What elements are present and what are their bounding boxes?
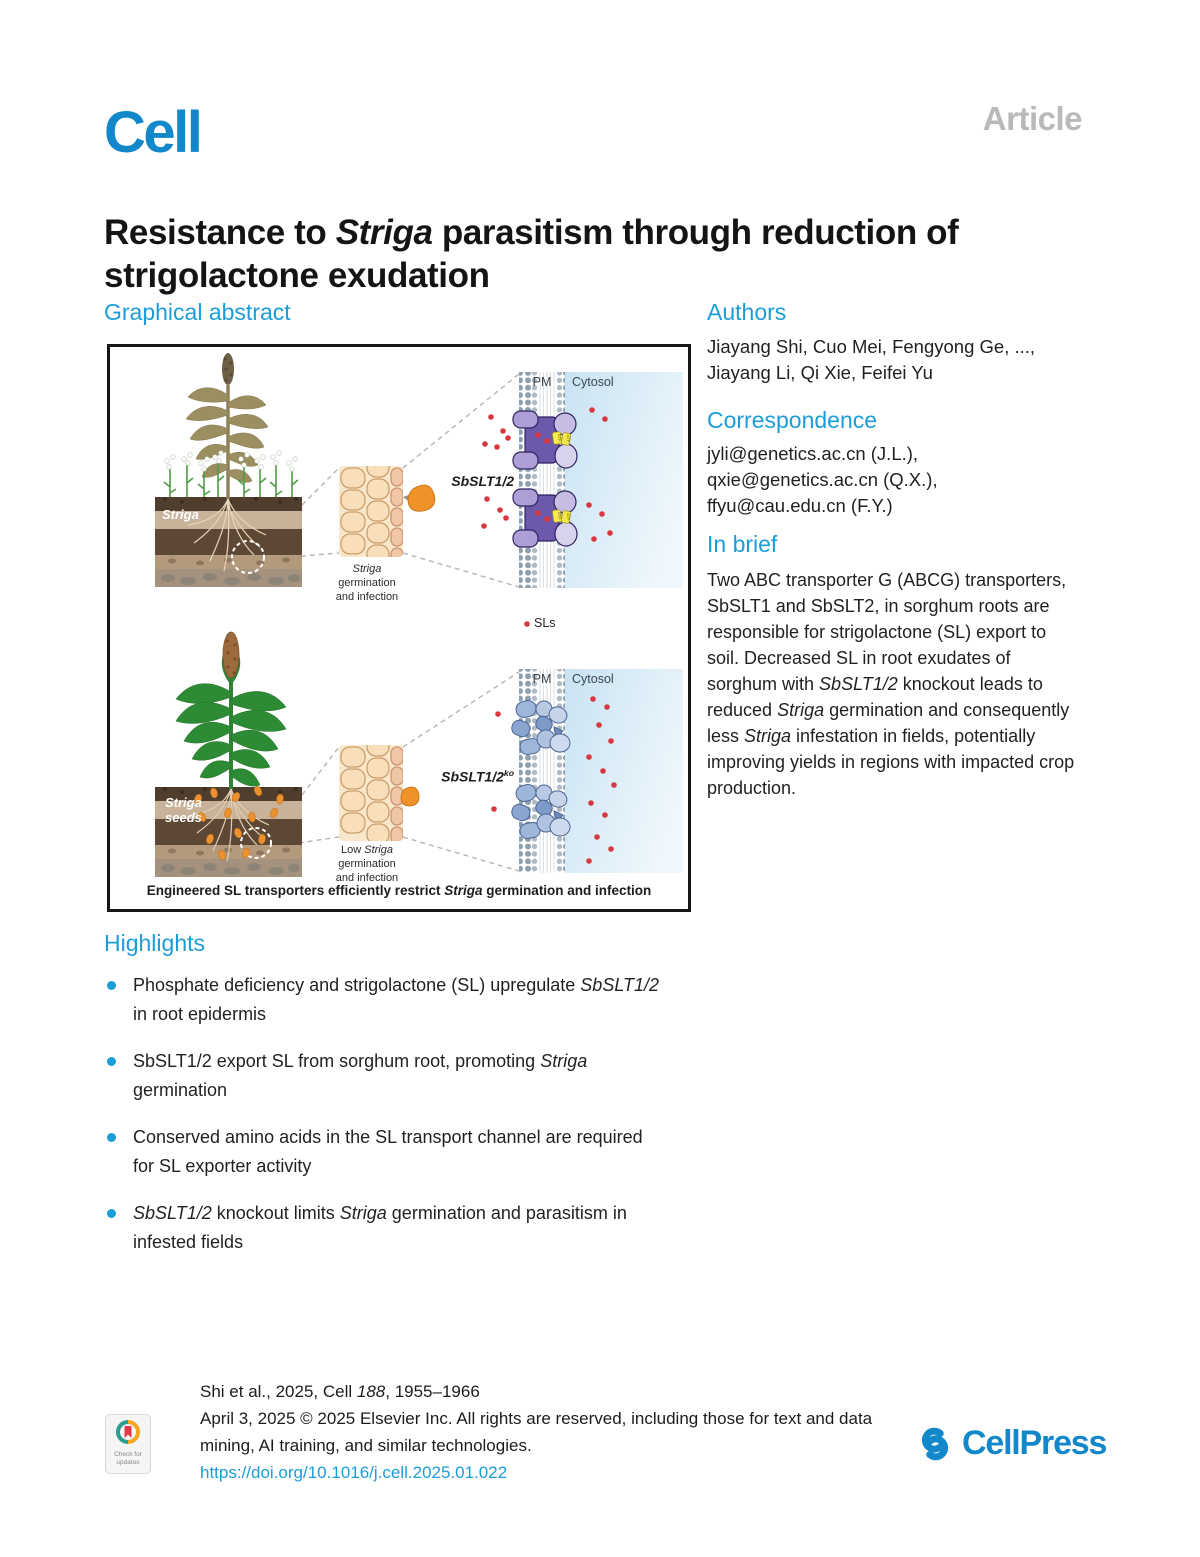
bullet-icon xyxy=(107,981,116,990)
bullet-icon xyxy=(107,1133,116,1142)
highlight-text: Phosphate deficiency and strigolactone (SL) upregulate SbSLT1/2 in root epidermis xyxy=(133,975,660,1024)
in-brief-heading: In brief xyxy=(707,531,778,557)
cellpress-wordmark: CellPress xyxy=(962,1424,1107,1462)
footer-citation-block xyxy=(200,1378,900,1486)
check-for-updates-label: Check for updates xyxy=(114,1451,142,1466)
graphical-abstract-figure xyxy=(107,344,691,912)
highlight-item xyxy=(104,971,666,1029)
sbslt12-label: SbSLT1/2 xyxy=(451,473,514,489)
wilted-sorghum-plant xyxy=(186,353,268,499)
highlight-item xyxy=(104,1047,666,1105)
sbslt12-ko-label: $SbSLT1/2^{ko}$ xyxy=(441,768,514,785)
root-cells-bottom xyxy=(339,736,403,845)
in-brief-text: Two ABC transporter G (ABCG) transporters, SbSLT1 and SbSLT2, in sorghum roots are responsible for strigolactone (SL) export to soil. Decreased SL in root exudates of sorghum with SbSLT1/2 knockout leads to reduced Striga germination and consequently less Striga infestation in fields, potentially improving yields in regions with impacted crop production. xyxy=(707,570,1075,798)
authors-heading: Authors xyxy=(707,299,787,325)
highlight-text: Conserved amino acids in the SL transport channel are required for SL exporter activity xyxy=(133,1127,643,1176)
rights-line: April 3, 2025 © 2025 Elsevier Inc. All rights are reserved, including those for text and data mining, AI training, and similar technologies. xyxy=(200,1409,873,1455)
highlight-text: SbSLT1/2 export SL from sorghum root, promoting Striga germination xyxy=(133,1051,588,1100)
correspondence-email: qxie@genetics.ac.cn (Q.X.), xyxy=(707,469,938,490)
cytosol-label-bottom: Cytosol xyxy=(572,672,614,686)
cellpress-logo xyxy=(916,1424,1106,1463)
striga-seeds-label: Striga seeds xyxy=(165,795,202,825)
cytosol-label-top: Cytosol xyxy=(572,375,614,389)
highlights-heading: Highlights xyxy=(104,930,205,956)
low-striga-germination-label: Low Striga germination and infection xyxy=(335,844,399,884)
article-type-label: Article xyxy=(982,100,1082,137)
bullet-icon xyxy=(107,1209,116,1218)
pm-label-bottom: PM xyxy=(532,672,552,686)
crossmark-icon xyxy=(115,1419,141,1445)
pm-label-top: PM xyxy=(532,375,552,389)
highlights-section xyxy=(104,930,666,1275)
page-title: Resistance to Striga parasitism through reduction of strigolactone exudation xyxy=(104,213,959,296)
plasma-membrane-top xyxy=(519,372,565,588)
author-list: Jiayang Shi, Cuo Mei, Fengyong Ge, ..., Jiayang Li, Qi Xie, Feifei Yu xyxy=(707,336,1036,383)
highlight-item xyxy=(104,1199,666,1257)
correspondence-heading: Correspondence xyxy=(707,407,878,433)
cellpress-knot-icon xyxy=(916,1425,954,1463)
sls-legend-dot xyxy=(524,621,530,627)
highlight-item xyxy=(104,1123,666,1181)
graphical-abstract-art: ATP ATP xyxy=(110,347,688,909)
correspondence-email: jyli@genetics.ac.cn (J.L.), xyxy=(707,443,919,464)
citation-line: Shi et al., 2025, Cell 188, 1955–1966 xyxy=(200,1382,480,1401)
cytosol-region-top xyxy=(565,372,683,588)
sls-legend-label: SLs xyxy=(534,616,556,630)
plasma-membrane-bottom xyxy=(519,669,565,873)
correspondence-email: ffyu@cau.edu.cn (F.Y.) xyxy=(707,495,893,516)
striga-soil-label: Striga xyxy=(162,507,199,522)
cell-journal-logo: Cell xyxy=(104,100,201,165)
root-cells-top xyxy=(339,457,403,566)
graphical-abstract-heading: Graphical abstract xyxy=(104,299,291,325)
doi-link[interactable]: https://doi.org/10.1016/j.cell.2025.01.022 xyxy=(200,1463,508,1482)
healthy-sorghum-plant xyxy=(176,632,286,789)
bullet-icon xyxy=(107,1057,116,1066)
striga-germination-label: Striga germination and infection xyxy=(335,563,399,603)
summary-column xyxy=(707,299,1097,801)
striga-seed-dormant xyxy=(401,787,419,806)
figure-caption: Engineered SL transporters efficiently restrict Striga germination and infection xyxy=(146,883,652,898)
correspondence-emails xyxy=(707,441,1097,519)
check-for-updates-badge[interactable] xyxy=(105,1414,151,1474)
cytosol-region-bottom xyxy=(565,669,683,873)
highlight-text: SbSLT1/2 knockout limits Striga germination and parasitism in infested fields xyxy=(133,1203,627,1252)
